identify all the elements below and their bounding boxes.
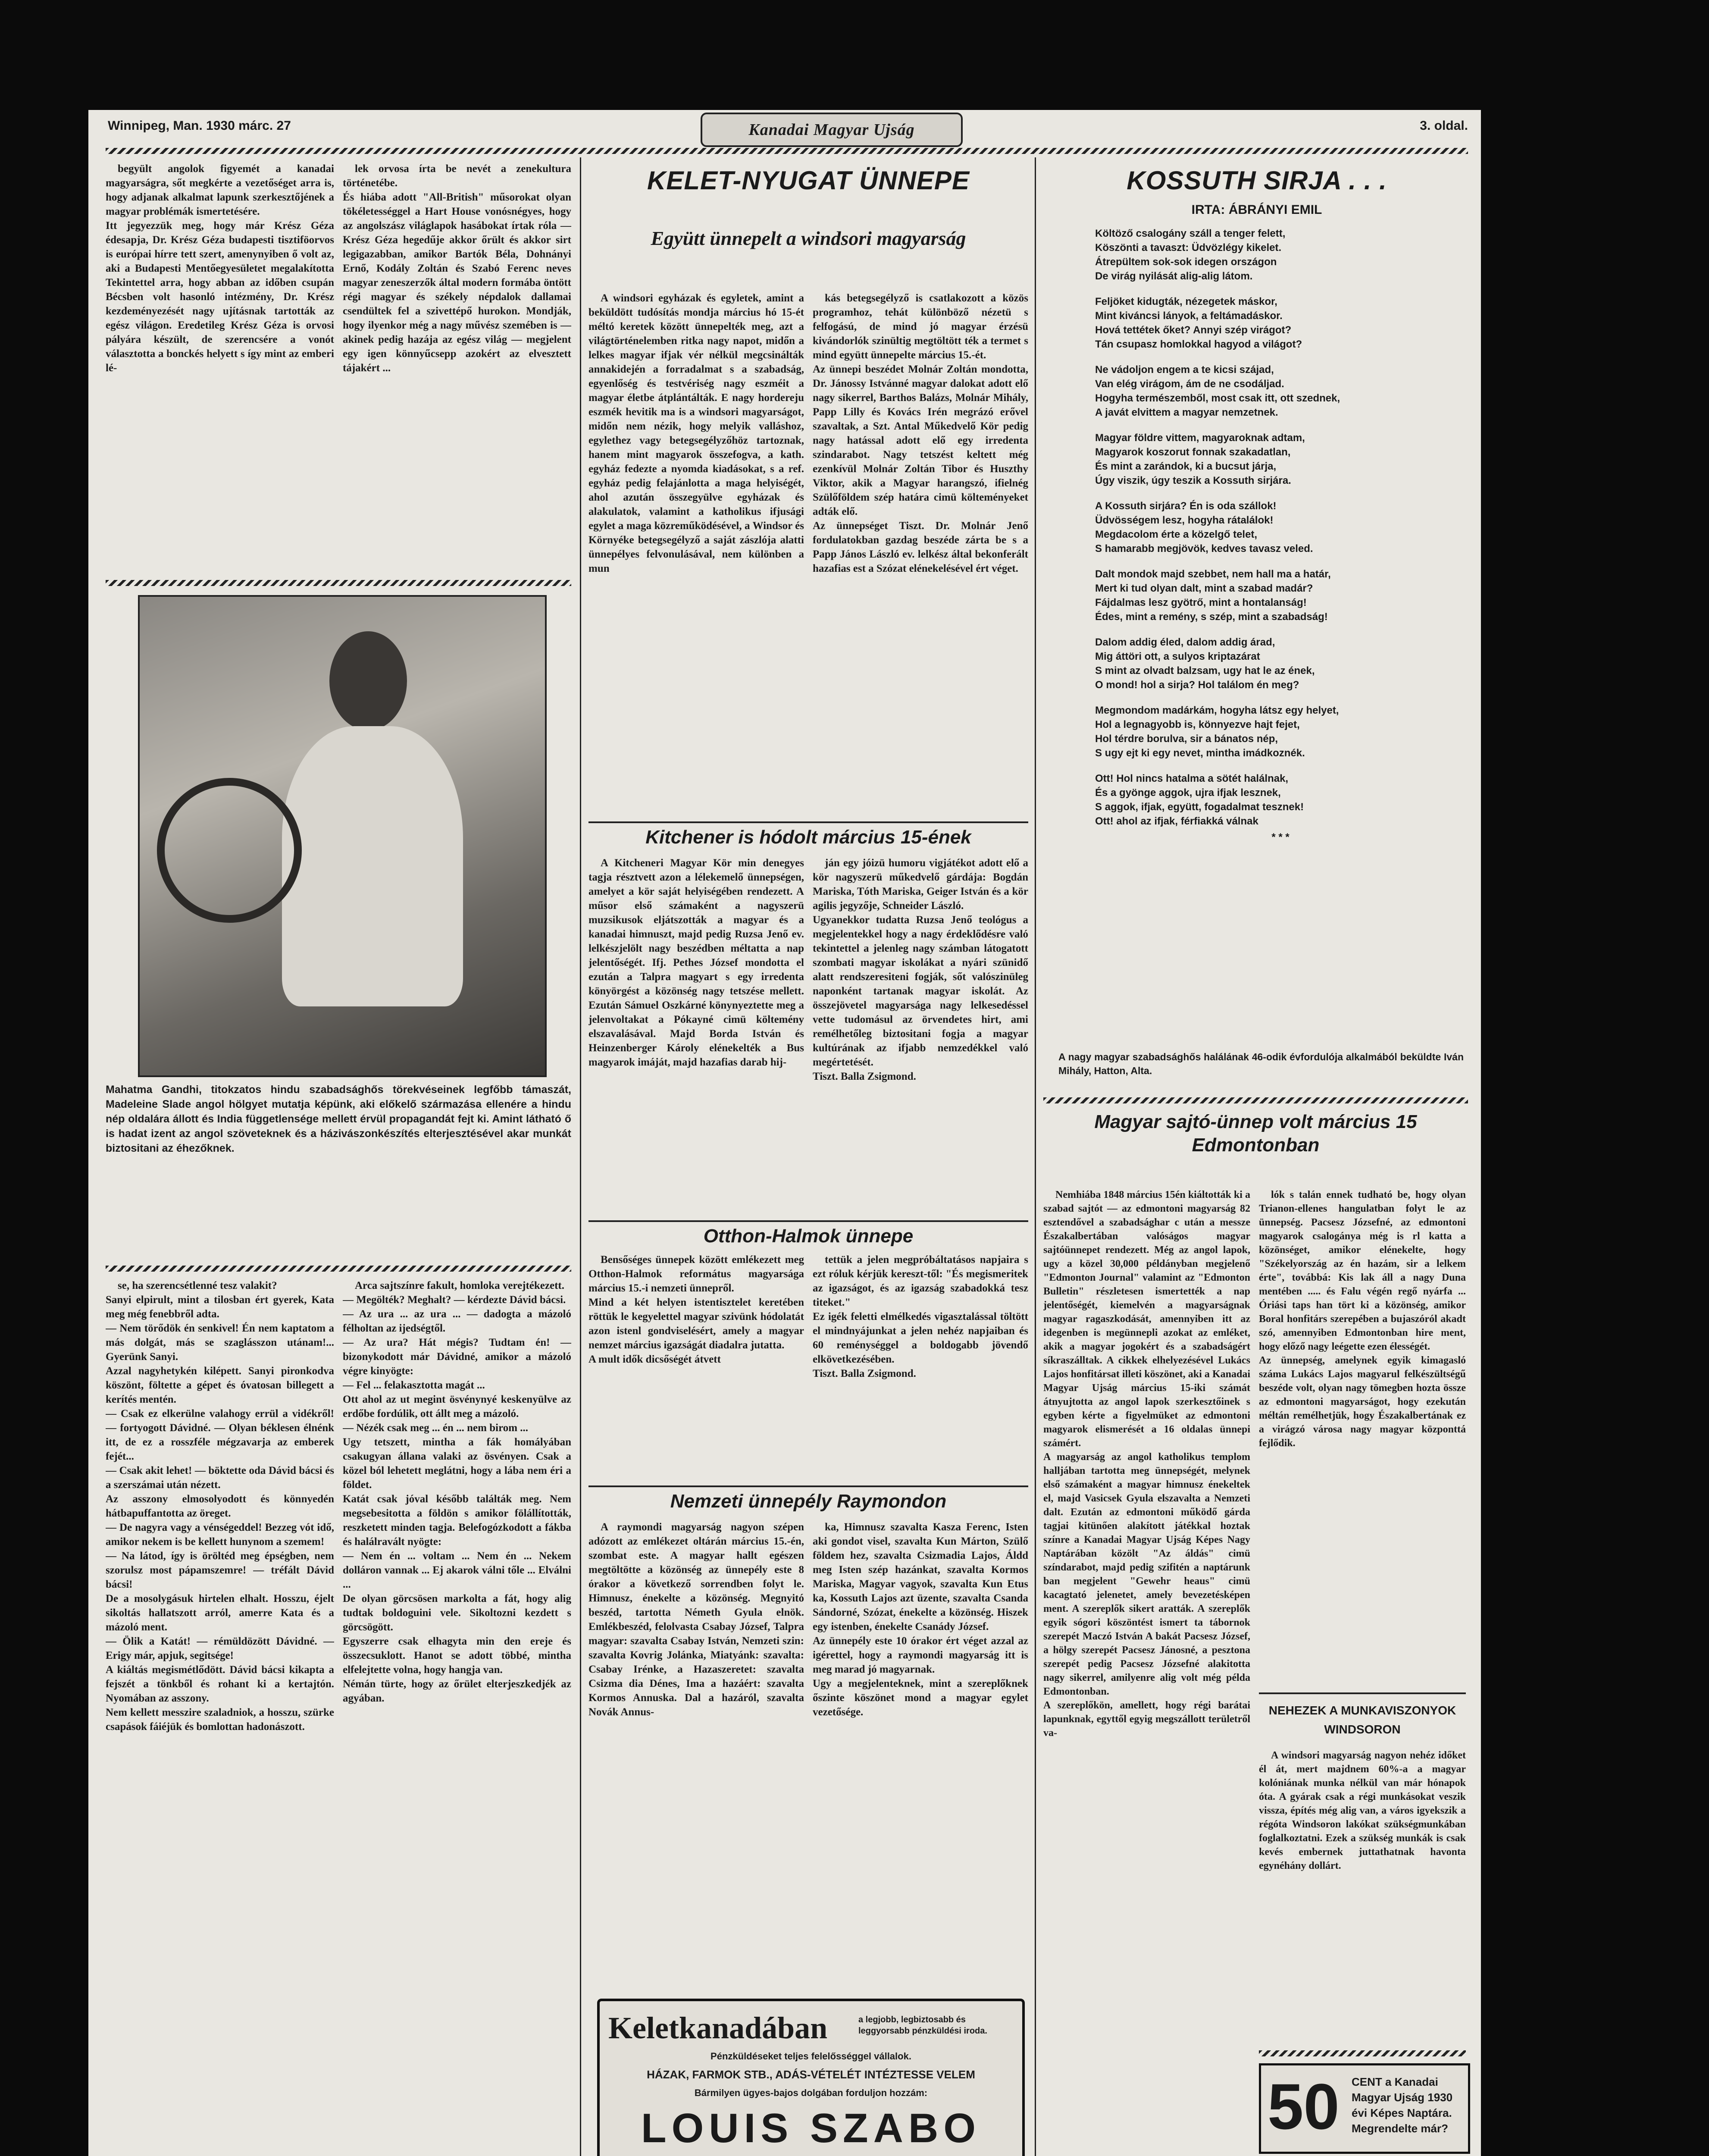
masthead: Kanadai Magyar Ujság [701,113,963,147]
column-rule [580,157,581,2156]
story-col2: Arca sajtszínre fakult, homloka verejtékezett. — Megölték? Meghalt? — kérdezte Dávid bácsi. — Az ura ... az ura ... — dadogta a mázoló félholtan az ijedségtől. — Az ura? Hát mégis? Tudtam én! — bizonykodott már Dávidné, amikor a mázoló végre kinyögte: — Fel ... felakasztotta magát ... Ott ahol az ut megint ösvénynyé keskenyülve az erdőbe fordúlik, ott állt meg a mázoló. — Nézék csak meg ... én ... nem birom ... Ugy tetszett, mintha a fák homályában csakugyan állana valaki az ösvényen. Csak a közel ból lehetett meglátni, hogy a lába nem éri a földet. Katát csak jóval később találták meg. Nem megsebesitotta a földön s amikor fölállították, reszketett minden tagja. Belefogózkodott a fákba és halálravált nyögte: — Nem én ... voltam ... Nem én ... Nekem dolláron vannak ... Ej akarok válni tőle ... Elválni ... De olyan görcsösen markolta a fát, hogy alig tudtak boldoguini vele. Sikoltozni kezdett s görcsögött. Egyszerre csak elhagyta min den ereje és összecsuklott. Hanot se adott többé, mintha elfelejtette volna, hogy hangja van. Némán türte, hogy az őrület elterjeszkedjék az agyában. [343,1280,571,1704]
poem-stanza: Feljöket kidugták, nézegetek máskor, Mint kiváncsi lányok, a feltámadáskor. Hová tettétek őket? Annyi szép virágot? Tán csupasz homlokkal hagyod a világot? [1095,296,1302,350]
poem-title: KOSSUTH SIRJA . . . [1127,166,1387,195]
kitchener-col1: A Kitcheneri Magyar Kör min denegyes tagja résztvett azon a lélekemelő ünnepségen, amelyet a kör saját helyiségében rendezett. A műsor első számaként a nagyszerü muzsikusok eljátszották a magyar és a kanadai himnuszt, majd pedig Ruzsa Jenő ev. lelkészjelölt nagy beszédben méltatta a nap jelentőségét. Ifj. Pethes József mondotta el ezután a Talpra magyart s egy irredenta könyörgést a közönség nagy tetszése mellett. Ezután Sámuel Oszkárné könynyeztette meg a jelenvoltakat a Pókayné cimü költemény elszavalásával. Majd Borda István és Heinzenberger Károly elénekelték a Bus magyarok imáját, majd hazafias darab hij- [588,857,804,1068]
page-number: 3. oldal. [1420,119,1468,133]
photo-madeleine-slade [138,595,547,1077]
dateline: Winnipeg, Man. 1930 márc. 27 [108,119,291,133]
section-rule [588,1220,1028,1222]
edmonton-col1: Nemhiába 1848 március 15én kiáltották ki a szabad sajtót — az edmontoni magyarság 82 esztendővel a szabadsághar c után a messze Északalbertában valóságos magyar sajtóünnepet rendezett. Még az angol lapok, ugy a közel 30,000 példányban megjelenő "Edmonton Journal" valamint az "Edmonton Bulletin" részletesen ismertették a nap jelentőségét, kiemelvén a magyarságnak magyar ragaszkodását, amennyiben itt az idegenben is megünnepli azokat az emléket, akik a magyar jogokért és a szabadságért síkraszálltak. A cikkek elhelyezésével Lukács Lajos honfitársat illeti köszönet, aki a Kanadai Magyar Ujság március 15-iki számát átnyujtotta az angol lapok szerkesztőinek s egyben kérte a figyelmüket az edmontoni magyarok elismerését a 16 oldalas ünnepi számért. A magyarság az angol katholikus templom halljában tartotta meg ünnepségét, melynek első számaként a magyar himnusz énekeltek el, majd Vasicsek Gyula elszavalta a Nemzeti dalt. Ezután az edmontoni működő gárda tagjai kitünően alakított játékkal hoztak színre a Kanadai Magyar Ujság Képes Nagy Naptárában közölt "Az áldás" cimü színdarabot, majd pedig szifitén a naptárunk ban megjelent "Gewehr heaus" cimü kacagtató jelenetet, amely bevezetésképen ment. A szereplők sikert aratták. A szereplők egyik sógori köszöntést ismert ta tábornok szerepét Maczó István A bakát Pacsesz József, a hölgy szerepét Pacsesz Jánosné, a pesztona szerepét pedig Pacsesz Józsefné alakitotta nagy sikerrel, amilyenre alig volt még példa Edmontonban. A szereplőkön, amellett, hogy régi barátai lapunknak, egyttől egyig megszállott területről va- [1043,1189,1250,1739]
section-rule [588,821,1028,823]
nehez-text: A windsori magyarság nagyon nehéz időket él át, mert majdnem 60%-a a magyar kolóniának munka nélkül van már hónapok óta. A gyárak csak a régi munkásokat veszik vissza, építés még alig van, a város igyekszik a régóta Windsoron lakókat szükségmunkában foglalkoztatni. Ezek a szükség munkák is csak kevés embernek juttathatnak havonta egynéhány dollárt. [1259,1750,1466,1871]
spinning-wheel [157,778,302,923]
main-article-col1: A windsori egyházak és egyletek, amint a beküldött tudósítás mondja március hó 15-ét méltó keretek között ünnepelték meg, azt a világtörténelemben ritka nagy napot, midőn a lelkes magyar ifjak vér nélkül megcsinálták annakidején a forradalmat s a szabadság, egyenlőség és testvériség nagy eszméit a magyar életbe átplántálták. E nagy hordereju eszmék hevitik ma is a windsori magyarságot, midőn nem nézik, hogy melyik valláshoz, egylethez vagy betegsegélyzőhöz tartoznak, hanem mint magyarok összefogva, a kath. egyház fedezte a nyomda kiadásokat, s a ref. egyház pedig felajánlotta a maga helyiségét, ahol azután összegyülve egyházak és alakulatok, valamint a katholikus ifjusági egylet a maga közreműködésével, a Windsor és Környéke betegsegélyző a saját zászlója alatti ünnepélyes felvonulásával, nem különben a mun [588,292,804,574]
poem-stanza: Ne vádoljon engem a te kicsi szájad, Van elég virágom, ám de ne csodáljad. Hogyha természemből, most csak itt, ott szednek, A javát elvittem a magyar nemzetnek. [1095,364,1340,418]
section-rule [1043,1097,1468,1103]
edmonton-title: Magyar sajtó-ünnep volt március 15 Edmontonban [1094,1111,1417,1156]
calendar-promo [1259,2063,1470,2154]
photo-caption: Mahatma Gandhi, titokzatos hindu szabadsághős törekvéseinek legfőbb támaszát, Madeleine Slade angol hölgyet mutatja képünk, aki előkelő származása ellenére a hindu nép oldalára állott és India függetlensége mellett érvül propagandát fejt ki. Amint látható ő is hadat izent az angol szöveteknek és a házivászonkészítés elterjesztésével akar munkát biztositani az éhezőknek. [106,1084,571,1154]
poem-stanza: Dalom addig éled, dalom addig árad, Mig áttöri ott, a sulyos kriptazárat S mint az olvadt balzsam, ugy hat le az ének, O mond! hol a sirja? Hol találom én meg? [1095,636,1315,691]
poem-body [1095,226,1466,1067]
poem-stanza: Költöző csalogány száll a tenger felett, Köszönti a tavaszt: Üdvözlégy kikelet. Átrepültem sok-sok idegen országon De virág nyilását alig-alig látom. [1095,228,1286,282]
left-article-col2: lek orvosa írta be nevét a zenekultura történetébe. És hiába adott "All-British" műsorokat olyan tökéletességgel a Hart House vonósnégyes, hogy az angolszász világlapok hasábokat írtak róla — Krész Géza hegedűje akkor őrült és akkor sirt legigazabban, amikor Bartók Béla, Dohnányi Ernő, Kodály Zoltán és Szabó Ferenc neves magyar zeneszerzők által modern formába öntött régi magyar és székely népdalok dallamai csendültek fel a szivettépő hurokon. Mondják, hogy ilyenkor még a nagy művész szemében is — akinek pedig hazája az egész világ — megjelent egy igen könnyűcsepp azokért az elvesztett tájakért ... [343,163,571,374]
ad-name: LOUIS SZABO [641,2105,981,2151]
otthon-title: Otthon-Halmok ünnepe [703,1225,914,1247]
raymond-col1: A raymondi magyarság nagyon szépen adózott az emlékezet oltárán március 15.-én, szombat este. A magyar hallt egészen megtöltötte a közönség az ünnepély este 8 órakor a következő sorrendben folyt le. Himnusz, énekelte a közönség. Megnyitó beszéd, tartotta Németh Gyula elnök. Emlékbeszéd, felolvasta Csabay József, Talpra magyar: szavalta Csabay István, Nemzeti szin: szavalta Kovrig Jolánka, Miatyánk: szavalta: Csabay Irénke, a Hazaszeretet: szavalta Csizma dia Dénes, Ima a hazáért: szavalta Kormos Annuska. Dal a hazáról, szavalta Novák Annus- [588,1521,804,1718]
ad-headline: Keletkanadában [608,2011,828,2045]
nehez-title: NEHEZEK A MUNKAVISZONYOK WINDSORON [1268,1704,1456,1736]
poem-stars: * * * [1271,831,1290,843]
raymond-title: Nemzeti ünnepély Raymondon [670,1491,947,1512]
story-col1: se, ha szerencsétlenné tesz valakit? Sanyi elpirult, mint a tilosban ért gyerek, Kata meg még fenebbről adta. — Nem törődök én senkivel! Én nem kaptatom a más dolgát, más se szaglásszon utánam!... Gyerünk Sanyi. Azzal nagyhetykén kilépett. Sanyi pironkodva köszönt, föltette a gépet és óvatosan billegett a kerítés mentén. — Csak ez elkerülne valahogy errül a vidékről! — fortyogott Dávidné. — Olyan béklesen élnénk itt, de ez a rosszféle mégzavarja az emberek fejét... — Csak akit lehet! — böktette oda Dávid bácsi és a szerszámai után nézett. Az asszony elmosolyodott és könnyedén hátbapuffantotta az öreget. — De nagyra vagy a vénségeddel! Bezzeg vót idő, amikor nekem is be kellett hunynom a szemem! — Na látod, így is öröltéd meg épségben, nem szorulsz most pápamszemre! — tréfált Dávid bácsi! De a mosolygásuk hirtelen elhalt. Hosszu, éjelt sikoltás hallatszott arról, amerre Kata és a mázoló ment. — Ölik a Katát! — rémüldözött Dávidné. — Erigy már, apjuk, segitsége! A kiáltás megismétlődött. Dávid bácsi kikapta a fejszét a tönkből és rohant ki a kertajtón. Nyomában az asszony. Nem kellett messzire szaladniok, a hosszu, szürke csapások fáiéjük és bomlottan hadonászott. [106,1280,334,1733]
poem-stanza: Ott! Hol nincs hatalma a sötét halálnak, És a gyönge aggok, ujra ifjak lesznek, S aggok, ifjak, együtt, fogadalmat tesznek! Ott! ahol az ifjak, férfiakká válnak [1095,773,1304,827]
main-article-subtitle: Együtt ünnepelt a windsori magyarság [651,227,966,249]
portrait-figure [282,726,463,1006]
left-article-col1: begyült angolok figyemét a kanadai magyarságra, sőt megkérte a vezetőséget arra is, hogy adjanak alkalmat lapunk szerkesztőjének a magyar problémák ismertetésére. Itt jegyezzük meg, hogy már Krész Géza édesapja, Dr. Krész Géza budapesti tisztiföorvos is európai hírre tett szert, amenynyiben ő volt az, aki a Budapesti Mentőegyesületet megalakította Tekintettel arra, hogy abban az időben csupán Bécsben volt hasonló intézmény, Dr. Krész kezdeményezését nagy ujításnak tartották az egész világon. Eredetileg Krész Géza is orvosi pályára készült, de szerencsére a vonót választotta a bonckés helyett s így mint az emberi lé- [106,163,334,374]
poem-author: IRTA: ÁBRÁNYI EMIL [1191,203,1322,217]
ad-line3: Bármilyen ügyes-bajos dolgában forduljon hozzám: [694,2087,928,2098]
otthon-col2: tettük a jelen megpróbáltatásos napjaira s ezt róluk kérjük kereszt-től: "És megismeritek az igazságot, és az igazság szabadokká tesz titeket." Ez igék feletti elmélkedés vigasztalással töltött el mindnyájunkat a jelen nehéz napjaiban és 60 reménységgel a boldogabb jövendő elkövetkezésében. Tiszt. Balla Zsigmond. [813,1254,1028,1379]
main-article-col2: kás betegsegélyző is csatlakozott a közös programhoz, tehát különböző nézetü s felfogású, de mind jó magyar érzésü kivándorlók szinültig megtöltött ték a termet s mind együtt ünnepelte március 15.-ét. Az ünnepi beszédet Molnár Zoltán mondotta, Dr. Jánossy Istvánné magyar dalokat adott elő nagy sikerrel, Barthos Balázs, Molnár Mihály, Papp Lilly és Kovács Irén megrázó erővel szavaltak, a Szt. Antal Műkedvelő Kör pedig nagy hatással adott elő egy irredenta szindarabot. Nagy tetszést keltett még ezenkívül Molnár Zoltán Tibor és Huszthy Viktor, akik a Magyar harangszó, ifielnég Szülőföldem szép határa cimü költeményeket adták elő. Az ünnepséget Tiszt. Dr. Molnár Jenő fordulatokban gazdag beszéde zárta be s a Papp János László ev. lelkész által bekonferált hazafias est a Szózat elénekelésével ért véget. [813,292,1028,574]
ad-line2: HÁZAK, FARMOK STB., ADÁS-VÉTELÉT INTÉZTESSE VELEM [647,2068,975,2081]
section-rule [1259,2050,1466,2056]
ad-tagline: a legjobb, legbiztosabb és leggyorsabb pénzküldési iroda. [858,2015,987,2036]
otthon-col1: Bensőséges ünnepek között emlékezett meg Otthon-Halmok református magyarsága március 15.-i nemzeti ünnepről. Mind a két helyen istentisztelet keretében röttük le kegyelettel magyar szivünk hódolatát azon istenl gondviselésért, amely a magyar nemzet március igazságát diadalra jutatta. A mult idők dicsőségét átvett [588,1254,804,1365]
raymond-col2: ka, Himnusz szavalta Kasza Ferenc, Isten aki gondot visel, szavalta Kun Márton, Szülő földem hez, szavalta Csizmadia Lajos, Áldd meg Isten szép hazánkat, szavalta Kormos Mariska, Magyar vagyok, szavalta Kun Etus ka, Kossuth Lajos azt üzente, szavalta Csanda Sándorné, Szózat, énekelte a közönség. Hiszek egy istenben, énekelte Csanády József. Az ünnepély este 10 órakor ért véget azzal az igérettel, hogy a raymondi magyarság itt is meg marad jó magyarnak. Ugy a megjelenteknek, mint a szereplőknek őszinte köszönet mond a magyar egylet vezetősége. [813,1521,1028,1718]
promo-number: 50 [1268,2070,1340,2143]
ad-line1: Pénzküldéseket teljes felelősséggel vállalok. [711,2051,911,2062]
poem-stanza: Dalt mondok majd szebbet, nem hall ma a határ, Mert ki tud olyan dalt, mint a szabad madár? Fájdalmas lesz gyötrő, mint a hontalanság! Édes, mint a remény, s szép, mint a szabadság! [1095,568,1331,623]
newspaper-page [88,110,1481,2156]
poem-stanza: A Kossuth sirjára? Én is oda szállok! Üdvösségem lesz, hogyha rátalálok! Megdacolom érte a közelgő telet, S hamarabb megjövök, kedves tavasz veled. [1095,500,1313,555]
section-rule [588,1485,1028,1487]
section-rule [106,1266,571,1272]
poem-stanza: Magyar földre vittem, magyaroknak adtam, Magyarok koszorut fonnak szakadatlan, És mint a zarándok, ki a bucsut járja, Úgy viszik, úgy teszik a Kossuth sirjára. [1095,432,1305,486]
main-article-title: KELET-NYUGAT ÜNNEPE [647,166,970,195]
poem-note: A nagy magyar szabadsághős halálának 46-odik évfordulója alkalmából beküldte Iván Mihály, Hatton, Alta. [1058,1051,1464,1076]
kitchener-col2: ján egy jóizü humoru vigjátékot adott elő a kör nagyszerü műkedvelő gárdája: Bogdán Mariska, Tóth Mariska, Geiger István és a kör agilis jegyzője, Schneider László. Ugyanekkor tudatta Ruzsa Jenő teológus a megjelentekkel hogy a nagy érdeklődésre való tekintettel a jelenleg nagy számban látogatott szombati magyar iskolákat a nyári szünidő alatt rendszeresiteni fogják, sőt valószinüleg naponként tartanak magyar iskolát. Az összejövetel magyarsága nagy lelkesedéssel vette tudomásul az örvendetes hirt, ami remélhetőleg biztositani fogja a magyar kultúrának az ifjabb nemzedékkel való megértetését. Tiszt. Balla Zsigmond. [813,857,1028,1082]
edmonton-col2: lók s talán ennek tudható be, hogy olyan Trianon-ellenes hangulatban folyt le az ünnepség. Pacsesz Józsefné, az edmontoni magyarok csalogánya még is rl katta a közönséget, amikor elénekelte, hogy "Székelyország az én hazám, sir a lelkem érte", továbbá: Kis lak áll a nagy Duna mentében ..... és Falu végén regő nyárfa ... Óriási taps han tört ki a közönség, amikor Boral honfitárs szerepében a bujaszóról akadt szó, amennyiben Edmontonban hire ment, hogy előző nagy leégette ezen élességét. Az ünnepség, amelynek egyik kimagasló száma Lukács Lajos magyarul felkészültségű beszéde volt, olyan nagy tömegben hozta össze az edmontoni magyarságot, hogy ezekután méltán remélhetjük, hogy Északalbertának ez a virágzó városa nagy magyar központtá fejlődik. [1259,1189,1466,1449]
column-rule [1035,157,1036,2156]
section-rule [106,580,571,586]
poem-stanza: Megmondom madárkám, hogyha látsz egy helyet, Hol a legnagyobb is, könnyezve hajt fejet, Hol térdre borulva, sir a bánatos nép, S ugy ejt ki egy nevet, mintha imádkoznék. [1095,705,1339,759]
portrait-head [329,631,407,730]
section-rule [1259,1692,1466,1694]
advertisement-louis-szabo [597,1999,1025,2156]
header-rule [106,148,1468,154]
promo-text: CENT a Kanadai Magyar Ujság 1930 évi Képes Naptára. Megrendelte már? [1352,2075,1453,2135]
kitchener-title: Kitchener is hódolt március 15-ének [645,827,971,848]
